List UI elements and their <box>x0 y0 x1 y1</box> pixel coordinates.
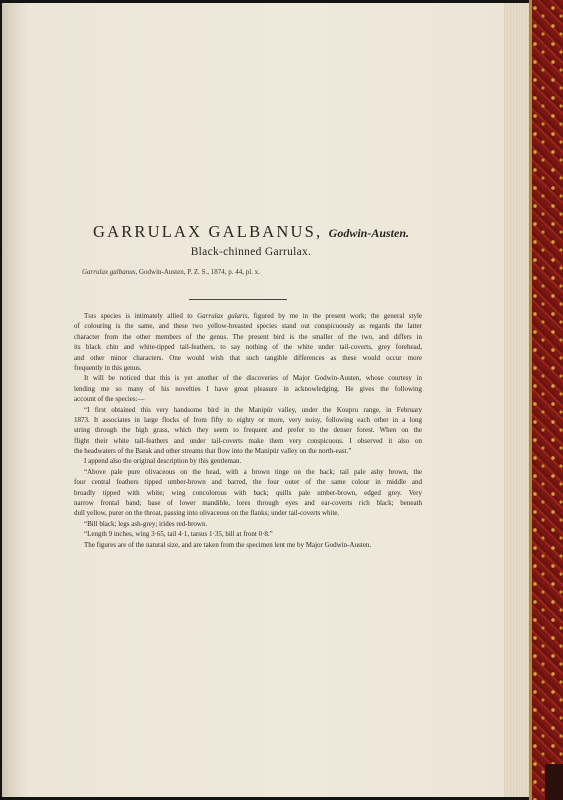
text-line: and other minor characters. One would wish that such tangible differences as these would occur more <box>74 353 422 362</box>
text-line: broadly tipped with white; wing concolorous with back; quills pale umber-brown, edged grey. Very <box>74 488 422 497</box>
body-text <box>74 311 422 550</box>
text-line: narrow frontal band; base of lower mandible, lores through eyes and ear-coverts rich black; beneath <box>74 499 422 508</box>
text-line: account of the species:— <box>74 395 145 404</box>
page-fore-edge <box>504 3 532 797</box>
text-line: its black chin and white-tipped tail-feathers, to say nothing of the white under tail-coverts, grey forehead, <box>74 343 422 352</box>
text-line: This species is intimately allied to Garrulax gularis, figured by me in the present work; the general style <box>84 312 423 320</box>
species-name: GARRULAX GALBANUS, <box>92 222 323 241</box>
text-line: I append also the original description by this gentleman. <box>84 457 242 466</box>
text-line: four central feathers tipped umber-brown and barred, the four outer of the same colour in middle and <box>74 478 422 487</box>
text-line: flight their white tail-feathers and under tail-coverts make them very conspicuous. I observed it also on <box>74 436 422 445</box>
cover-corner <box>545 764 563 800</box>
common-name: Black-chinned Garrulax. <box>190 246 312 258</box>
text-line: dull yellow, purer on the throat, passing into olivaceous on the flanks; under tail-coverts white. <box>74 509 340 518</box>
text-line: “Length 9 inches, wing 3·65, tail 4·1, tarsus 1·35, bill at front 0·8.” <box>84 530 273 539</box>
text-line: lending me so many of his novelties I have great pleasure in acknowledging. He gives the following <box>74 384 422 393</box>
text-line: “Above pale pure olivaceous on the head, with a brown tinge on the back; tail pale ashy brown, the <box>84 467 422 476</box>
text-line: The figures are of the natural size, and are taken from the specimen lent me by Major Godwin-Austen. <box>84 540 372 549</box>
citation <box>82 268 260 276</box>
text-line: character from the other members of the genus. The present bird is the smaller of the two, and differs in <box>74 332 422 341</box>
book-cover-binding <box>529 0 563 800</box>
cover-gilt-edge <box>529 0 532 800</box>
page-title <box>0 222 502 242</box>
text-line: “Bill black; legs ash-grey; irides red-brown. <box>84 519 208 528</box>
divider-rule <box>189 299 287 300</box>
text-line: 1873. It associates in large flocks of from fifty to eighty or more, very noisy, following each other in a long <box>74 415 422 424</box>
citation-name: Garrulax galbanus, <box>82 268 138 276</box>
text-line: of colouring is the same, and these two yellow-breasted species stand out conspicuously as regards the latter <box>74 322 422 331</box>
text-line: string through the high grass, which they seem to frequent and prefer to the denser forest. When on the <box>74 426 422 435</box>
citation-ref: Godwin-Austen, P. Z. S., 1874, p. 44, pl. x. <box>138 268 260 276</box>
text-line: the headwaters of the Barak and other streams that flow into the Manipúr valley on the north-east.” <box>74 447 352 456</box>
text-line: frequently in this genus. <box>74 363 142 372</box>
text-line: “I first obtained this very handsome bird in the Manipúr valley, under the Koupru range, in February <box>84 405 422 414</box>
text-line: It will be noticed that this is yet another of the discoveries of Major Godwin-Austen, whose courtesy in <box>84 374 422 383</box>
species-author: Godwin-Austen. <box>328 226 410 240</box>
